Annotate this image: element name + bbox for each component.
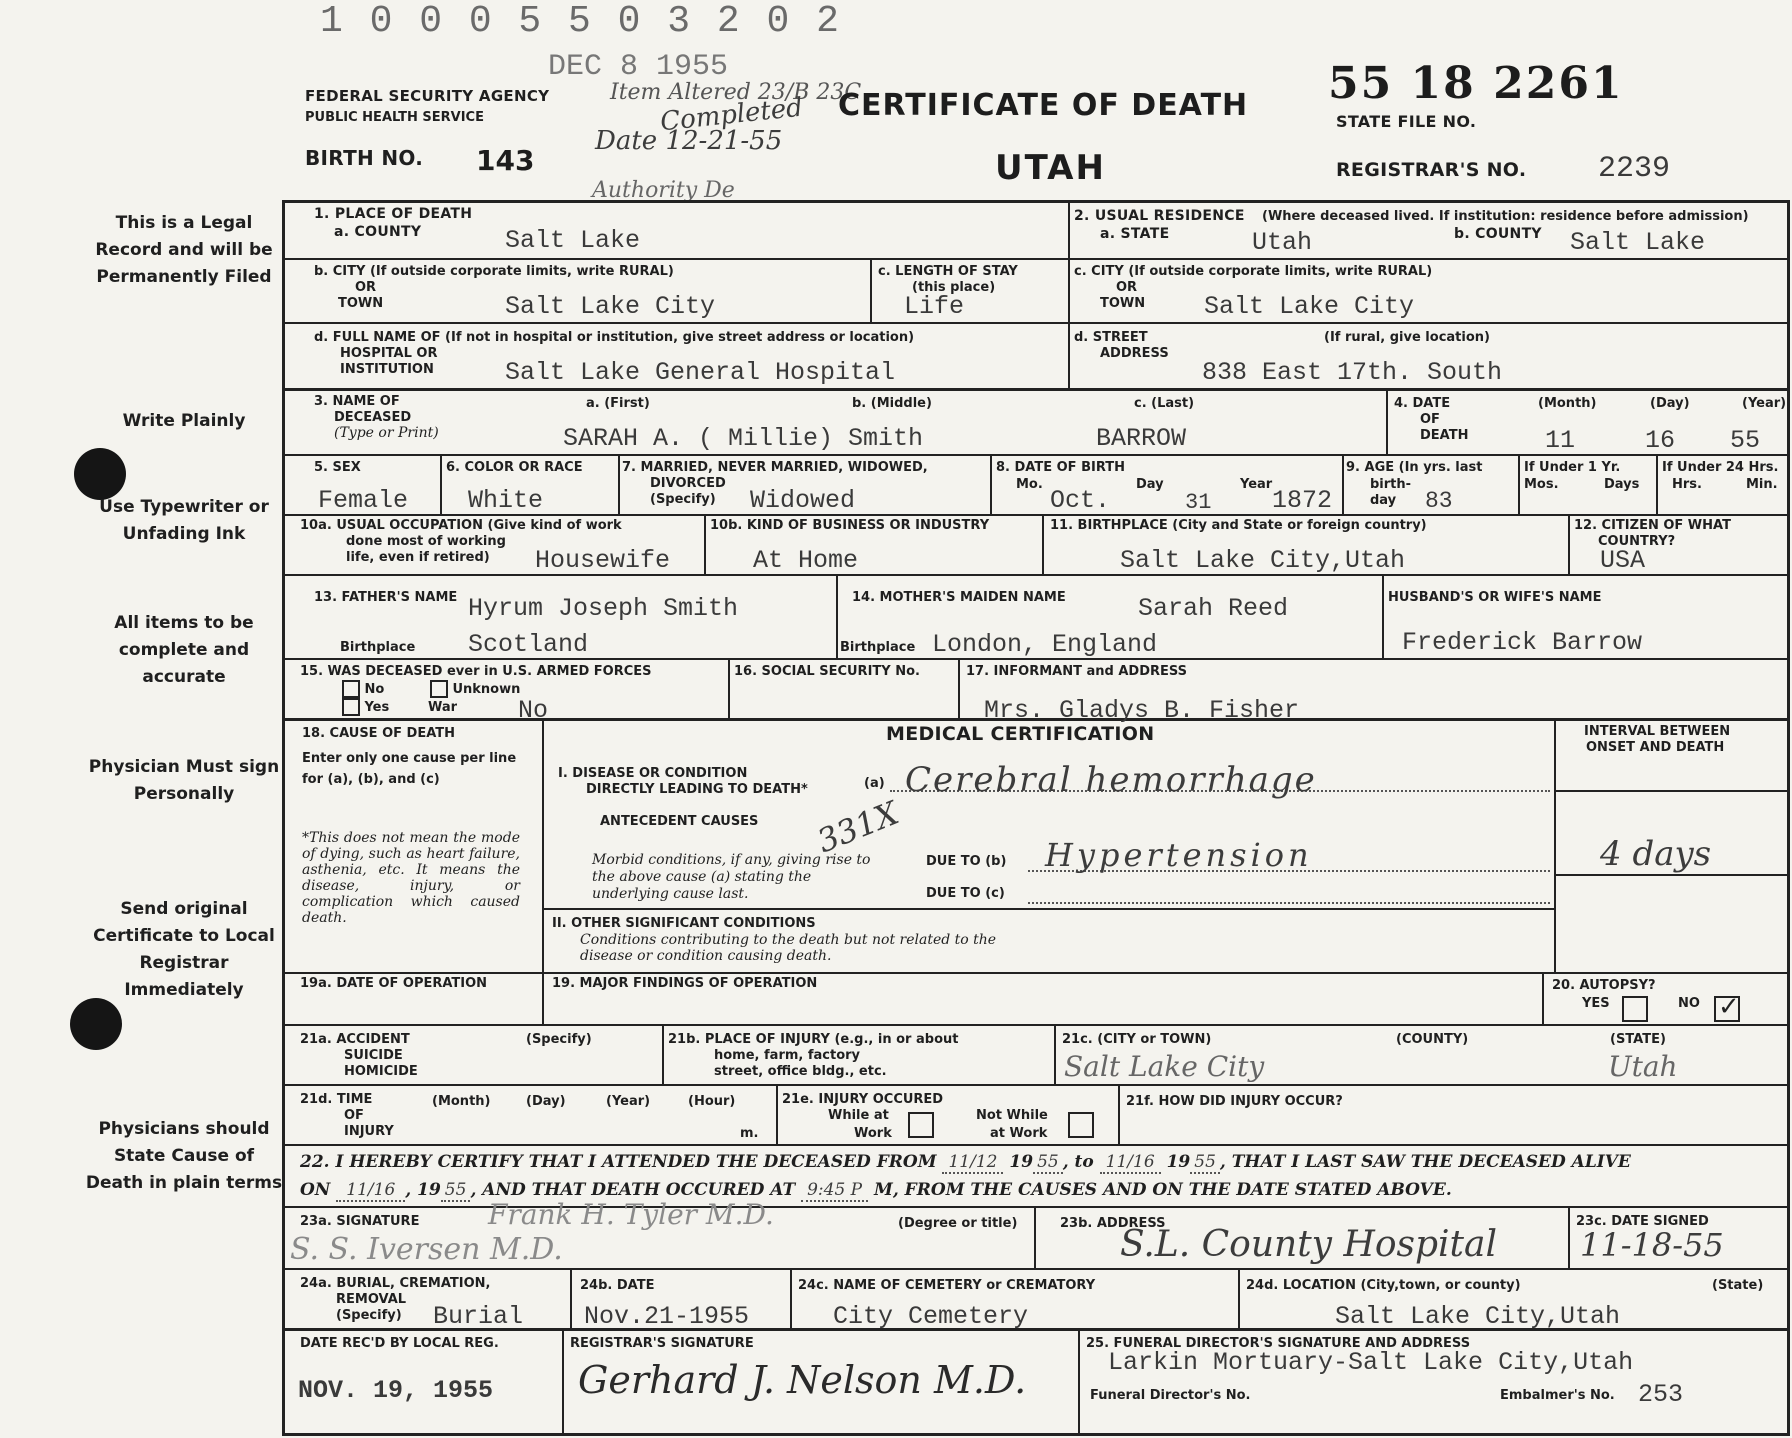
rule-v-cit [1568, 514, 1570, 574]
informant-label: 17. INFORMANT and ADDRESS [966, 664, 1188, 679]
age-mos-label: Mos. [1524, 477, 1559, 492]
autopsy-no-checkmark: ✓ [1718, 992, 1740, 1022]
date-of-death-death: DEATH [1420, 428, 1469, 443]
marital-label-3: (Specify) [650, 492, 716, 507]
date-of-death-label: 4. DATE [1394, 396, 1451, 411]
marital-value: Widowed [750, 486, 856, 515]
death-city-value: Salt Lake City [505, 292, 716, 321]
certification-line-1: 22. I HEREBY CERTIFY THAT I ATTENDED THE DECEASED FROM 11/12 19 55 , to 11/16 19 55 , THAT I LAST SAW THE DECEASED ALIVE [300, 1152, 1631, 1172]
armed-forces-label: 15. WAS DECEASED ever in U.S. ARMED FORCES [300, 664, 652, 679]
icd-code-note: 331X [811, 793, 904, 861]
armed-forces-value: No [518, 696, 549, 725]
rule-v-armed [728, 658, 730, 718]
cemetery-label: 24c. NAME OF CEMETERY or CREMATORY [798, 1278, 1096, 1293]
cause-b-value: Hypertension [1045, 836, 1313, 874]
burial-location-label: 24d. LOCATION (City,town, or county) [1246, 1278, 1521, 1293]
residence-city-label: c. CITY (If outside corporate limits, write RURAL) [1074, 264, 1433, 279]
rule-h10 [282, 1024, 1790, 1026]
name-label-3: (Type or Print) [334, 425, 439, 441]
name-label: 3. NAME OF [314, 394, 400, 409]
authority-note: Authority De [592, 178, 735, 203]
rule-h6 [282, 574, 1790, 576]
date-note: Date 12-21-55 [595, 126, 783, 156]
armed-yes-text: Yes [364, 700, 390, 716]
injury-city-label: 21c. (CITY or TOWN) [1062, 1032, 1212, 1047]
armed-no-box [342, 680, 360, 698]
date-received-stamp: DEC 8 1955 [548, 50, 729, 84]
length-of-stay-value: Life [904, 292, 965, 321]
under-1-yr-label: If Under 1 Yr. [1524, 460, 1621, 475]
deceased-name-value: SARAH A. ( Millie) Smith [563, 424, 924, 453]
cert-death-time: 9:45 P [801, 1180, 868, 1202]
rule-v-21d [776, 1084, 778, 1144]
item-altered-note: Item Altered 23/B 23C [610, 80, 862, 105]
registrar-signature-label: REGISTRAR'S SIGNATURE [570, 1336, 754, 1351]
operation-findings-label: 19. MAJOR FINDINGS OF OPERATION [552, 976, 818, 991]
street-label: d. STREET [1074, 330, 1148, 345]
while-at-work-checkbox[interactable] [908, 1112, 934, 1138]
burial-value: Burial [433, 1302, 524, 1331]
age-label-3: day [1370, 493, 1397, 508]
street-note: (If rural, give location) [1324, 330, 1490, 345]
interval-label-2: ONSET AND DEATH [1586, 740, 1725, 755]
dob-mo-label: Mo. [1016, 477, 1043, 492]
father-label: 13. FATHER'S NAME [314, 590, 458, 605]
cause-a-value: Cerebral hemorrhage [905, 760, 1317, 800]
certification-statement [300, 1148, 1790, 1204]
rule-v-race [618, 454, 620, 514]
cert-from-year: 55 [1033, 1152, 1063, 1174]
funeral-director-no-label: Funeral Director's No. [1090, 1388, 1251, 1403]
rule-v-interval [1554, 718, 1556, 972]
rule-h-med-b [1554, 874, 1790, 876]
suicide-label: SUICIDE [344, 1048, 403, 1063]
rule-h-med-ii [542, 908, 1554, 910]
residence-county-value: Salt Lake [1570, 228, 1706, 257]
medical-certification-heading: MEDICAL CERTIFICATION [886, 723, 1155, 745]
cause-of-death-label: 18. CAUSE OF DEATH [302, 726, 456, 741]
physician-signature-2: S. S. Iversen M.D. [290, 1232, 563, 1267]
cause-c-line [1028, 902, 1550, 904]
armed-unknown-box [430, 680, 448, 698]
other-conditions-label: II. OTHER SIGNIFICANT CONDITIONS [552, 916, 816, 931]
cemetery-value: City Cemetery [833, 1302, 1029, 1331]
death-city-or: OR [355, 280, 377, 295]
cert-to: to [1074, 1152, 1094, 1172]
rule-v-married [990, 454, 992, 514]
mother-birthplace-value: London, England [932, 630, 1158, 659]
armed-yes-option [342, 698, 389, 716]
certificate-title: CERTIFICATE OF DEATH [838, 88, 1249, 123]
ssn-label: 16. SOCIAL SECURITY No. [734, 664, 920, 679]
residence-note: (Where deceased lived. If institution: residence before admission) [1262, 209, 1749, 224]
time-of-injury-injury: INJURY [344, 1124, 394, 1139]
cert-19-a: 19 [1009, 1152, 1034, 1172]
rule-v-father [836, 574, 838, 658]
injury-state-label: (STATE) [1610, 1032, 1666, 1047]
death-day-value: 16 [1645, 426, 1676, 455]
business-value: At Home [753, 546, 859, 575]
death-day-label: (Day) [1650, 396, 1690, 411]
date-signed-value: 11-18-55 [1580, 1226, 1724, 1264]
rule-h-med-a [1554, 790, 1790, 792]
how-injury-occur-label: 21f. HOW DID INJURY OCCUR? [1126, 1094, 1343, 1109]
deceased-last-name-value: BARROW [1096, 424, 1187, 453]
agency-name: FEDERAL SECURITY AGENCY [305, 87, 550, 105]
cert-to-year: 55 [1190, 1152, 1220, 1174]
injury-hour-label: (Hour) [688, 1094, 736, 1109]
occupation-label: 10a. USUAL OCCUPATION (Give kind of work [300, 518, 622, 533]
date-received-label: DATE REC'D BY LOCAL REG. [300, 1336, 499, 1351]
hospital-label-3: INSTITUTION [340, 362, 434, 377]
cert-19-c: 19 [417, 1180, 441, 1200]
cause-footnote: *This does not mean the mode of dying, such as heart failure, asthenia, etc. It means the disease, injury, or complication which caused death. [302, 830, 520, 926]
dob-day-value: 31 [1185, 490, 1212, 515]
autopsy-label: 20. AUTOPSY? [1552, 978, 1656, 993]
cert-to-date: 11/16 [1100, 1152, 1161, 1174]
embalmer-no-label: Embalmer's No. [1500, 1388, 1615, 1403]
autopsy-no-checkbox[interactable] [1714, 992, 1740, 1022]
rule-v-bus [1042, 514, 1044, 574]
margin-legal-record: This is a Legal Record and will be Permanently Filed [95, 213, 273, 287]
marital-label: 7. MARRIED, NEVER MARRIED, WIDOWED, [622, 460, 928, 475]
registrar-signature-value: Gerhard J. Nelson M.D. [578, 1358, 1027, 1402]
death-month-label: (Month) [1538, 396, 1597, 411]
rule-v-sex [440, 454, 442, 514]
time-of-injury-of: OF [344, 1108, 364, 1123]
while-at-work-label: While at [828, 1108, 889, 1123]
length-of-stay-sub: (this place) [912, 280, 996, 295]
death-county-label: a. COUNTY [334, 224, 422, 240]
armed-unknown-text: Unknown [452, 682, 521, 698]
embalmer-no-value: 253 [1638, 1380, 1684, 1409]
hospital-value: Salt Lake General Hospital [505, 358, 896, 387]
injury-m-label: m. [740, 1126, 759, 1141]
spouse-label: HUSBAND'S OR WIFE'S NAME [1388, 590, 1602, 605]
cause-instructions: Enter only one cause per line for (a), (b), and (c) [302, 751, 517, 787]
informant-value: Mrs. Gladys B. Fisher [984, 696, 1300, 725]
rule-v-foot1 [562, 1328, 564, 1436]
physician-signature-1: Frank H. Tyler M.D. [488, 1198, 774, 1231]
dob-label: 8. DATE OF BIRTH [996, 460, 1126, 475]
rule-v-23a [1034, 1206, 1036, 1268]
residence-city-value: Salt Lake City [1204, 292, 1415, 321]
date-received-value: NOV. 19, 1955 [298, 1376, 494, 1405]
spouse-value: Frederick Barrow [1402, 628, 1643, 657]
rule-h11 [282, 1084, 1790, 1086]
middle-name-label: b. (Middle) [852, 396, 932, 411]
occupation-label-3: life, even if retired) [346, 550, 490, 565]
margin-send-original: Send original Certificate to Local Registrar Immediately [93, 899, 275, 1000]
injury-year-label: (Year) [606, 1094, 651, 1109]
sex-value: Female [318, 486, 409, 515]
not-at-work-checkbox[interactable] [1068, 1112, 1094, 1138]
accident-specify-label: (Specify) [526, 1032, 592, 1047]
state-file-number: 55 18 2261 [1328, 58, 1624, 109]
dob-year-label: Year [1240, 477, 1273, 492]
residence-state-value: Utah [1252, 228, 1313, 257]
cert-text-1: 22. I HEREBY CERTIFY THAT I ATTENDED THE DECEASED FROM [300, 1152, 937, 1172]
age-value: 83 [1425, 488, 1453, 514]
rule-v-age2 [1656, 454, 1658, 514]
death-city-label: b. CITY (If outside corporate limits, write RURAL) [314, 264, 674, 279]
date-signed-label: 23c. DATE SIGNED [1576, 1214, 1709, 1229]
armed-no-option [342, 680, 384, 698]
age-min-label: Min. [1746, 477, 1778, 492]
age-days-label: Days [1604, 477, 1640, 492]
death-city-town: TOWN [338, 296, 384, 311]
signature-label: 23a. SIGNATURE [300, 1214, 420, 1229]
top-serial-number: 1 0 0 0 5 5 0 3 2 0 2 [320, 0, 841, 43]
armed-no-text: No [364, 682, 385, 698]
rule-v-date [1386, 388, 1388, 454]
cause-a-marker: (a) [864, 776, 885, 791]
cert-text-3: AND THAT DEATH OCCURED AT [482, 1180, 796, 1200]
residence-city-or: OR [1116, 280, 1138, 295]
citizen-label-2: COUNTRY? [1598, 534, 1676, 549]
degree-label: (Degree or title) [898, 1216, 1018, 1231]
armed-yes-box [342, 698, 360, 716]
place-of-injury-label-3: street, office bldg., etc. [714, 1064, 887, 1079]
place-of-injury-label: 21b. PLACE OF INJURY (e.g., in or about [668, 1032, 959, 1047]
under-24-hrs-label: If Under 24 Hrs. [1662, 460, 1779, 475]
dob-year-value: 1872 [1272, 486, 1333, 515]
rule-v-cause [542, 718, 544, 1024]
father-birthplace-label: Birthplace [340, 640, 416, 655]
rule-h12 [282, 1144, 1790, 1146]
date-of-operation-label: 19a. DATE OF OPERATION [300, 976, 488, 991]
rule-v-23b [1568, 1206, 1570, 1268]
place-of-injury-label-2: home, farm, factory [714, 1048, 861, 1063]
occupation-value: Housewife [535, 546, 671, 575]
sex-label: 5. SEX [314, 460, 361, 475]
birthplace-label: 11. BIRTHPLACE (City and State or foreign country) [1050, 518, 1427, 533]
punch-hole-top [74, 448, 126, 500]
rule-v-foot2 [1078, 1328, 1080, 1436]
rule-v-21e [1118, 1084, 1120, 1144]
age-hrs-label: Hrs. [1672, 477, 1702, 492]
time-of-injury-label: 21d. TIME [300, 1092, 373, 1107]
injury-county-label: (COUNTY) [1396, 1032, 1469, 1047]
age-label: 9. AGE (In yrs. last [1346, 460, 1483, 475]
street-label-2: ADDRESS [1100, 346, 1169, 361]
mother-birthplace-label: Birthplace [840, 640, 916, 655]
burial-state-label: (State) [1712, 1278, 1764, 1293]
dob-day-label: Day [1136, 477, 1164, 492]
state-title: UTAH [995, 148, 1106, 188]
rule-v-ssn [958, 658, 960, 718]
rule-h2 [282, 322, 1790, 324]
interval-label: INTERVAL BETWEEN [1584, 724, 1731, 739]
dob-month-value: Oct. [1050, 486, 1111, 515]
cert-from-date: 11/12 [942, 1152, 1003, 1174]
street-value: 838 East 17th. South [1202, 358, 1503, 387]
mother-value: Sarah Reed [1138, 594, 1289, 623]
death-month-value: 11 [1545, 426, 1576, 455]
father-value: Hyrum Joseph Smith [468, 594, 739, 623]
disease-label-2: DIRECTLY LEADING TO DEATH* [586, 782, 808, 797]
margin-all-items: All items to be complete and accurate [114, 613, 254, 687]
rule-h3 [282, 388, 1790, 391]
rule-v-birth [1342, 454, 1344, 514]
completed-note: Completed [658, 92, 805, 138]
autopsy-yes-label: YES [1582, 996, 1610, 1011]
morbid-note: Morbid conditions, if any, giving rise to the above cause (a) stating the underlying cause last. [592, 852, 871, 902]
rule-v-24c [1238, 1268, 1240, 1328]
residence-county-label: b. COUNTY [1454, 226, 1542, 242]
cert-on: ON [300, 1180, 331, 1200]
registrar-no-label: REGISTRAR'S NO. [1336, 159, 1527, 181]
birth-no-value: 143 [476, 144, 535, 177]
rule-h9 [282, 972, 1790, 974]
other-conditions-note: Conditions contributing to the death but not related to the disease or condition causing death. [580, 932, 997, 964]
residence-label: 2. USUAL RESIDENCE [1074, 208, 1245, 224]
interval-value: 4 days [1600, 834, 1712, 874]
residence-state-label: a. STATE [1100, 226, 1170, 242]
disease-label: I. DISEASE OR CONDITION [558, 766, 748, 781]
citizen-label: 12. CITIZEN OF WHAT [1574, 518, 1731, 533]
accident-label: 21a. ACCIDENT [300, 1032, 410, 1047]
due-to-b-label: DUE TO (b) [926, 854, 1007, 869]
funeral-director-value: Larkin Mortuary-Salt Lake City,Utah [1108, 1348, 1634, 1377]
rule-h1 [282, 258, 1790, 260]
injury-day-label: (Day) [526, 1094, 566, 1109]
citizen-value: USA [1600, 546, 1646, 575]
registrar-no-value: 2239 [1598, 152, 1671, 186]
name-label-2: DECEASED [334, 410, 412, 425]
burial-location-value: Salt Lake City,Utah [1335, 1302, 1621, 1331]
state-file-label: STATE FILE NO. [1336, 112, 1477, 131]
burial-label-2: REMOVAL [336, 1292, 407, 1307]
birth-no-label: BIRTH NO. [305, 146, 424, 170]
father-birthplace-value: Scotland [468, 630, 589, 659]
homicide-label: HOMICIDE [344, 1064, 418, 1079]
cert-on-year: 55 [441, 1180, 471, 1202]
margin-use-typewriter: Use Typewriter or Unfading Ink [99, 497, 269, 544]
service-name: PUBLIC HEALTH SERVICE [305, 110, 484, 125]
race-value: White [468, 486, 544, 515]
burial-label: 24a. BURIAL, CREMATION, [300, 1276, 491, 1291]
not-while-label: Not While [976, 1108, 1048, 1123]
burial-date-label: 24b. DATE [580, 1278, 655, 1293]
death-year-label: (Year) [1742, 396, 1787, 411]
armed-war-label: War [428, 700, 458, 715]
address-label: 23b. ADDRESS [1060, 1216, 1166, 1231]
punch-hole-bottom [70, 998, 122, 1050]
rule-v-21b [1054, 1024, 1056, 1084]
last-name-label: c. (Last) [1134, 396, 1195, 411]
work-label: Work [854, 1126, 892, 1141]
injury-occured-label: 21e. INJURY OCCURED [782, 1092, 944, 1107]
residence-city-town: TOWN [1100, 296, 1146, 311]
length-of-stay-label: c. LENGTH OF STAY [878, 264, 1018, 279]
cert-text-2: THAT I LAST SAW THE DECEASED ALIVE [1231, 1152, 1631, 1172]
age-label-2: birth- [1370, 477, 1412, 492]
margin-state-cause: Physicians should State Cause of Death in plain terms [85, 1119, 283, 1193]
rule-v-24b [790, 1268, 792, 1328]
burial-label-3: (Specify) [336, 1308, 402, 1323]
race-label: 6. COLOR OR RACE [446, 460, 583, 475]
rule-h14 [282, 1268, 1790, 1270]
injury-city-value: Salt Lake City [1064, 1050, 1265, 1083]
hospital-label-2: HOSPITAL OR [340, 346, 438, 361]
place-of-death-label: 1. PLACE OF DEATH [314, 206, 473, 222]
marital-label-2: DIVORCED [650, 476, 726, 491]
rule-v-stay [870, 258, 872, 322]
rule-v-mid [1068, 200, 1070, 390]
death-year-value: 55 [1730, 426, 1761, 455]
date-of-death-of: OF [1420, 412, 1440, 427]
injury-state-value: Utah [1608, 1050, 1678, 1083]
autopsy-yes-checkbox[interactable] [1622, 996, 1648, 1022]
cert-on-date: 11/16 [336, 1180, 405, 1202]
margin-write-plainly: Write Plainly [122, 411, 246, 431]
certification-line-2: ON 11/16 , 19 55 , AND THAT DEATH OCCURED AT 9:45 P M, FROM THE CAUSES AND ON THE DATE STATED ABOVE. [300, 1180, 1452, 1200]
birthplace-value: Salt Lake City,Utah [1120, 546, 1406, 575]
death-county-value: Salt Lake [505, 226, 641, 255]
business-label: 10b. KIND OF BUSINESS OR INDUSTRY [710, 518, 990, 533]
rule-v-occ [704, 514, 706, 574]
occupation-label-2: done most of working [346, 534, 506, 549]
mother-label: 14. MOTHER'S MAIDEN NAME [852, 590, 1066, 605]
physician-address-value: S.L. County Hospital [1120, 1224, 1497, 1265]
armed-unknown-option [430, 680, 520, 698]
burial-date-value: Nov.21-1955 [584, 1302, 750, 1331]
rule-v-mother [1382, 574, 1384, 658]
rule-v-21a [662, 1024, 664, 1084]
rule-v-age1 [1518, 454, 1520, 514]
autopsy-no-label: NO [1678, 996, 1700, 1011]
cert-text-4: M, FROM THE CAUSES AND ON THE DATE STATED ABOVE. [874, 1180, 1452, 1200]
at-work-label: at Work [990, 1126, 1048, 1141]
funeral-director-label: 25. FUNERAL DIRECTOR'S SIGNATURE AND ADDRESS [1086, 1336, 1471, 1351]
rule-v-autopsy [1542, 972, 1544, 1024]
injury-month-label: (Month) [432, 1094, 491, 1109]
cert-19-b: 19 [1166, 1152, 1191, 1172]
hospital-label: d. FULL NAME OF (If not in hospital or institution, give street address or location) [314, 330, 915, 345]
first-name-label: a. (First) [586, 396, 650, 411]
rule-v-24a [570, 1268, 572, 1328]
due-to-c-label: DUE TO (c) [926, 886, 1005, 901]
antecedent-label: ANTECEDENT CAUSES [600, 814, 759, 829]
margin-physician-sign: Physician Must sign Personally [88, 757, 280, 804]
